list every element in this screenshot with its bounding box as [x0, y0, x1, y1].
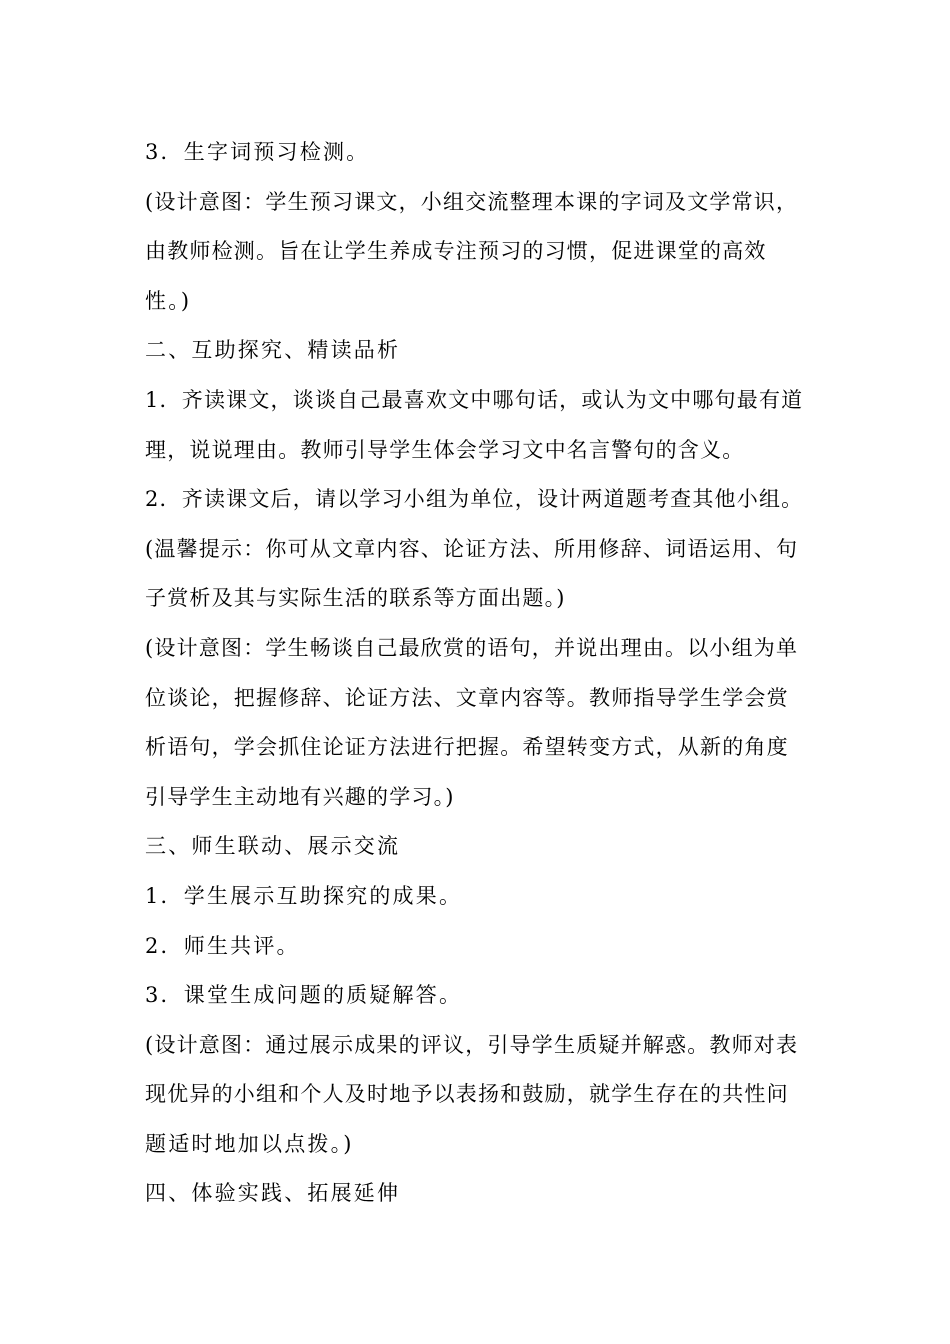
design-intent-paragraph-2-line-2: 位谈论，把握修辞、论证方法、文章内容等。教师指导学生学会赏 [145, 685, 789, 710]
design-intent-paragraph-2-line-3: 析语句，学会抓住论证方法进行把握。希望转变方式，从新的角度 [145, 735, 789, 760]
design-intent-paragraph-3-line-2: 现优异的小组和个人及时地予以表扬和鼓励，就学生存在的共性问 [145, 1082, 789, 1107]
section-heading-2: 二、互助探究、精读品析 [145, 338, 401, 363]
design-intent-paragraph-3-line-1: (设计意图：通过展示成果的评议，引导学生质疑并解惑。教师对表 [145, 1032, 799, 1057]
list-item-3-questions-answers: 3．课堂生成问题的质疑解答。 [145, 983, 463, 1008]
design-intent-paragraph-1-line-2: 由教师检测。旨在让学生养成专注预习的习惯，促进课堂的高效 [145, 239, 767, 264]
list-item-1-read-aloud-line-1: 1．齐读课文，谈谈自己最喜欢文中哪句话，或认为文中哪句最有道 [145, 387, 804, 412]
list-item-3-vocabulary-check: 3．生字词预习检测。 [145, 140, 370, 164]
design-intent-paragraph-2-line-4: 引导学生主动地有兴趣的学习。) [145, 784, 455, 809]
list-item-1-read-aloud-line-2: 理，说说理由。教师引导学生体会学习文中名言警句的含义。 [145, 437, 745, 462]
list-item-2-design-questions: 2．齐读课文后，请以学习小组为单位，设计两道题考查其他小组。 [145, 487, 804, 512]
tip-paragraph-line-2: 子赏析及其与实际生活的联系等方面出题。) [145, 586, 566, 611]
section-heading-3: 三、师生联动、展示交流 [145, 834, 401, 859]
list-item-1-show-results: 1．学生展示互助探究的成果。 [145, 883, 463, 908]
section-heading-4: 四、体验实践、拓展延伸 [145, 1181, 401, 1206]
design-intent-paragraph-3-line-3: 题适时地加以点拨。) [145, 1131, 354, 1156]
tip-paragraph-line-1: (温馨提示：你可从文章内容、论证方法、所用修辞、词语运用、句 [145, 536, 799, 561]
design-intent-paragraph-2-line-1: (设计意图：学生畅谈自己最欣赏的语句，并说出理由。以小组为单 [145, 635, 799, 660]
document-body [145, 128, 815, 1219]
design-intent-paragraph-1-line-3: 性。) [145, 288, 192, 313]
design-intent-paragraph-1-line-1: (设计意图：学生预习课文，小组交流整理本课的字词及文学常识， [145, 189, 799, 214]
list-item-2-joint-evaluation: 2．师生共评。 [145, 933, 300, 958]
